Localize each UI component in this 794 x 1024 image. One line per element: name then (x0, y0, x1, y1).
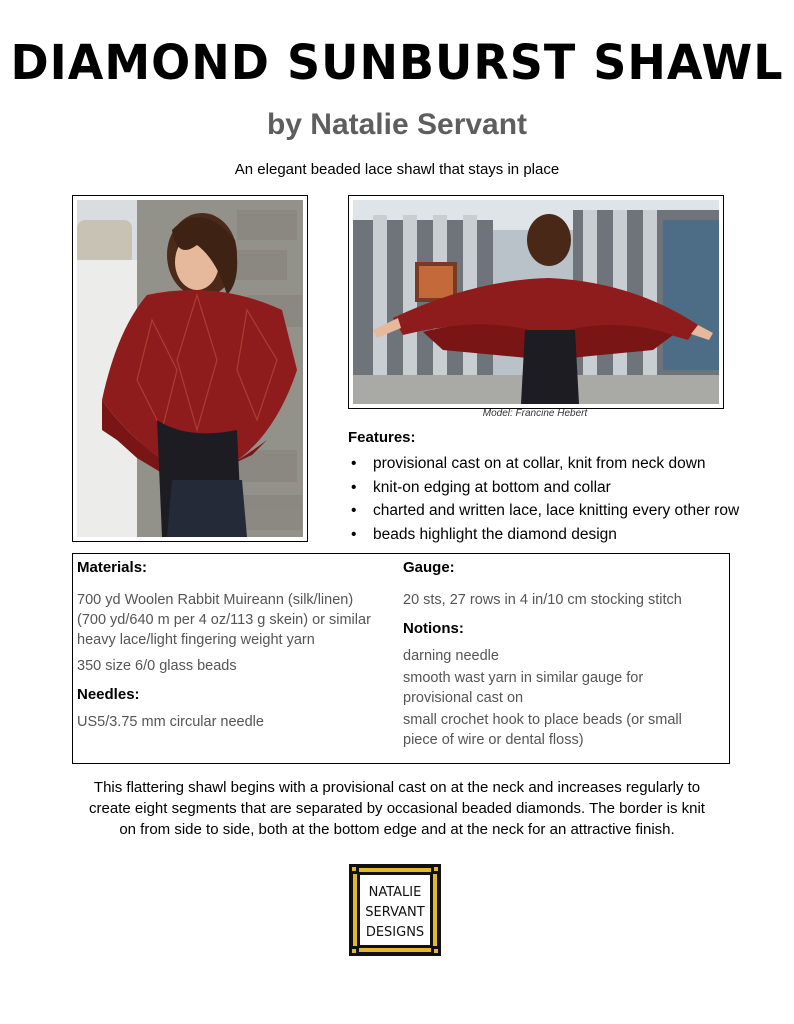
feature-item: • provisional cast on at collar, knit from neck down (348, 452, 739, 476)
specs-box (72, 553, 730, 764)
photo-model-outstretched-image (353, 200, 719, 404)
materials-yarn-line3: heavy lace/light fingering weight yarn (77, 632, 315, 648)
gauge-text: 20 sts, 27 rows in 4 in/10 cm stocking stitch (403, 592, 682, 608)
feature-item: • knit-on edging at bottom and collar (348, 476, 739, 500)
gauge-heading: Gauge: (403, 559, 455, 576)
logo-text-line3: DESIGNS (365, 925, 425, 940)
photo-model-side-image (77, 200, 303, 537)
pattern-summary (60, 777, 734, 840)
notions-item: darning needle (403, 648, 499, 664)
notions-heading: Notions: (403, 620, 464, 637)
feature-item: • charted and written lace, lace knitting every other row (348, 499, 739, 523)
pattern-title: DIAMOND SUNBURST SHAWL (10, 33, 784, 91)
materials-beads: 350 size 6/0 glass beads (77, 658, 237, 674)
summary-line: on from side to side, both at the bottom edge and at the neck for an attractive finish. (119, 821, 675, 838)
notions-item-line: smooth wast yarn in similar gauge for (403, 670, 644, 686)
logo-text-line2: SERVANT (365, 905, 425, 920)
photo-caption: Model: Francine Hebert (482, 408, 588, 419)
notions-item-line: small crochet hook to place beads (or small (403, 712, 682, 728)
materials-heading: Materials: (77, 559, 148, 576)
materials-yarn-line1: 700 yd Woolen Rabbit Muireann (silk/linen) (77, 592, 354, 608)
feature-item: • beads highlight the diamond design (348, 523, 739, 547)
features-list (348, 452, 739, 546)
materials-yarn-line2: (700 yd/640 m per 4 oz/113 g skein) or similar (77, 612, 371, 628)
needles-heading: Needles: (77, 686, 140, 703)
photo-model-outstretched (348, 195, 724, 409)
brand-logo (349, 864, 441, 956)
needles-text: US5/3.75 mm circular needle (77, 714, 264, 730)
tagline: An elegant beaded lace shawl that stays in place (234, 161, 560, 178)
summary-line: This flattering shawl begins with a provisional cast on at the neck and increases regularly to (93, 779, 701, 796)
specs-left-column (77, 554, 399, 731)
specs-right-column (403, 554, 725, 749)
logo-text-line1: NATALIE (368, 885, 422, 900)
summary-line: create eight segments that are separated by occasional beaded diamonds. The border is knit (89, 800, 705, 817)
photo-model-side (72, 195, 308, 542)
notions-item-line: provisional cast on (403, 690, 524, 706)
designer-byline: by Natalie Servant (266, 108, 528, 141)
notions-item-line: piece of wire or dental floss) (403, 732, 584, 748)
brand-logo-frame (349, 864, 441, 956)
features-heading: Features: (348, 429, 416, 446)
